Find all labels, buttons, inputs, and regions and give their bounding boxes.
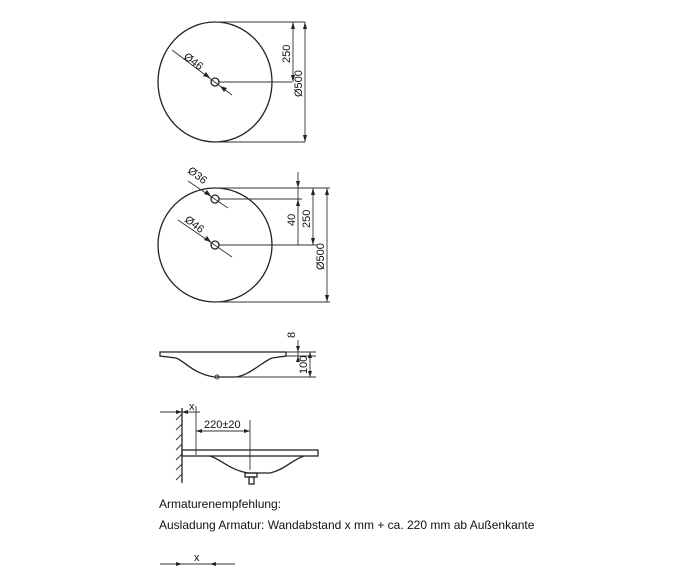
wall-hatching <box>176 414 182 480</box>
drain-pipe <box>249 477 254 484</box>
dim-arrow <box>176 410 182 414</box>
dim-arrow <box>296 346 300 352</box>
dim-arrow <box>303 22 307 29</box>
drain-arrow-2 <box>220 86 227 92</box>
tap-arrow <box>204 190 211 196</box>
installation-view <box>160 401 318 484</box>
top-view-basin <box>158 22 307 142</box>
height-dimension-label: 100 <box>298 355 310 374</box>
top-view-basin-with-tap <box>158 165 330 302</box>
basin-profile <box>210 456 304 473</box>
drain-dimension-label: Ø46 <box>182 213 207 236</box>
dim-arrow <box>325 188 329 195</box>
basin-profile <box>160 352 286 377</box>
dim-arrow <box>296 199 300 206</box>
radius-dimension-label: 250 <box>301 209 313 228</box>
dim-arrow <box>210 562 216 566</box>
recommendation-title: Armaturenempfehlung: <box>159 497 282 511</box>
drain-arrow <box>204 236 211 242</box>
side-view-basin <box>160 332 316 379</box>
dim-arrow <box>296 181 300 188</box>
dim-arrow <box>311 188 315 195</box>
wall-distance-label: x <box>189 401 195 413</box>
dim-arrow <box>176 562 182 566</box>
dim-arrow <box>196 429 202 433</box>
radius-dimension-label: 250 <box>281 44 293 63</box>
rim-dimension-label: 8 <box>286 331 298 338</box>
wall-distance-label: x <box>194 552 200 564</box>
projection-label: 220±20 <box>204 419 241 431</box>
dim-arrow <box>244 429 250 433</box>
dim-arrow <box>325 295 329 302</box>
outer-dimension-label: Ø500 <box>315 243 327 270</box>
drain-arrow <box>203 72 210 78</box>
bottom-partial-view <box>160 552 235 566</box>
dim-arrow <box>291 22 295 29</box>
dim-arrow <box>182 410 188 414</box>
drain-dimension-label: Ø46 <box>181 50 206 73</box>
dim-arrow <box>303 135 307 142</box>
outer-dimension-label: Ø500 <box>293 70 305 97</box>
recommendation-text: Ausladung Armatur: Wandabstand x mm + ca. 220 mm ab Außenkante <box>159 518 535 532</box>
tap-offset-label: 40 <box>286 213 298 226</box>
tap-dimension-label: Ø36 <box>185 164 210 187</box>
